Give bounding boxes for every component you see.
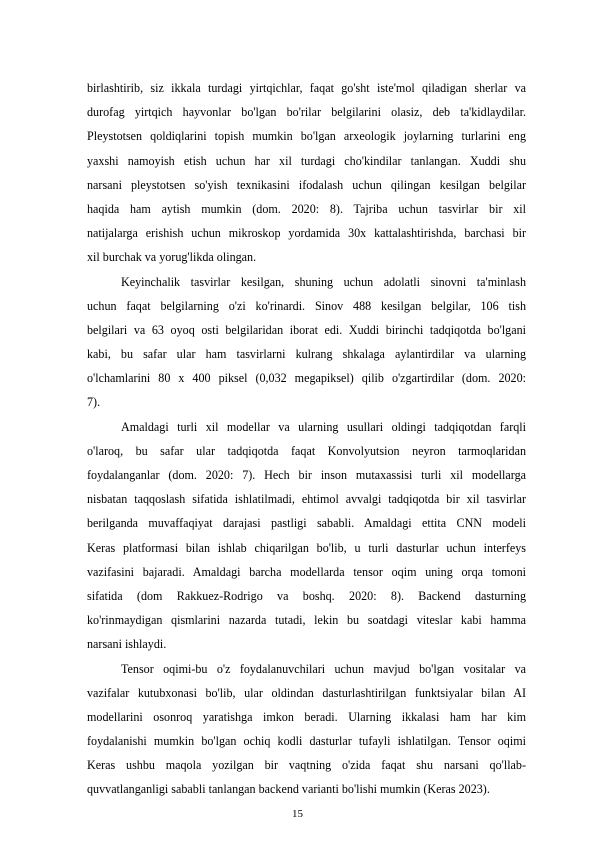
text-line: Keras platformasi bilan ishlab chiqarilgan bo'lib, u turli dasturlar uchun interfeys	[87, 540, 526, 555]
paragraph	[87, 76, 526, 270]
text-line: belgilari va 63 oyoq osti belgilaridan iborat edi. Xuddi birinchi tadqiqotda bo'lgani	[87, 322, 526, 337]
text-line: narsani pleystotsen so'yish texnikasini ifodalash uchun qilingan kesilgan belgilar	[87, 177, 526, 192]
text-line: Keyinchalik tasvirlar kesilgan, shuning uchun adolatli sinovni ta'minlash	[121, 274, 526, 289]
text-line: Keras ushbu maqola yozilgan bir vaqtning o'zida faqat shu narsani qo'llab-	[87, 758, 526, 773]
text-line: haqida ham aytish mumkin (dom. 2020: 8). Tajriba uchun tasvirlar bir xil	[87, 201, 526, 216]
text-line: berilganda muvaffaqiyat darajasi pastligi sababli. Amaldagi ettita CNN modeli	[87, 516, 526, 531]
text-line: vazifalar kutubxonasi bo'lib, ular oldindan dasturlashtirilgan funktsiyalar bilan AI	[87, 685, 526, 700]
text-line: kabi, bu safar ular ham tasvirlarni kulrang shkalaga aylantirdilar va ularning	[87, 347, 526, 362]
text-line: durofag yirtqich hayvonlar bo'lgan bo'rilar belgilarini olasiz, deb ta'kidlaydilar.	[87, 105, 526, 120]
text-line: narsani ishlaydi.	[87, 637, 167, 652]
text-line: sifatida (dom Rakkuez-Rodrigo va boshq. 2020: 8). Backend dasturning	[87, 588, 526, 603]
text-line: vazifasini bajaradi. Amaldagi barcha modellarda tensor oqim uning orqa tomoni	[87, 564, 526, 579]
paragraph	[87, 657, 526, 802]
text-line: uchun faqat belgilarning o'zi ko'rinardi. Sinov 488 kesilgan belgilar, 106 tish	[87, 298, 526, 313]
text-line: o'lchamlarini 80 x 400 piksel (0,032 megapiksel) qilib o'zgartirdilar (dom. 2020:	[87, 371, 526, 386]
text-line: Tensor oqimi-bu o'z foydalanuvchilari uchun mavjud bo'lgan vositalar va	[121, 661, 526, 676]
document-body	[87, 76, 526, 802]
text-line: nisbatan taqqoslash sifatida ishlatilmadi, ehtimol avvalgi tadqiqotda bir xil tasvirlar	[87, 492, 526, 507]
text-line: birlashtirib, siz ikkala turdagi yirtqichlar, faqat go'sht iste'mol qiladigan sherlar va	[87, 81, 526, 95]
text-line: Amaldagi turli xil modellar va ularning usullari oldingi tadqiqotdan farqli	[121, 419, 526, 434]
text-line: yaxshi namoyish etish uchun har xil turdagi cho'kindilar tanlangan. Xuddi shu	[87, 153, 526, 168]
text-line: quvvatlanganligi sababli tanlangan backend varianti bo'lishi mumkin (Keras 2023).	[87, 782, 490, 797]
text-line: xil burchak va yorug'likda olingan.	[87, 250, 257, 265]
text-line: modellarini osonroq yaratishga imkon beradi. Ularning ikkalasi ham har kim	[87, 709, 526, 724]
paragraph	[87, 270, 526, 415]
text-line: Pleystotsen qoldiqlarini topish mumkin bo'lgan arxeologik joylarning turlarini eng	[87, 129, 526, 144]
text-line: foydalanganlar (dom. 2020: 7). Hech bir inson mutaxassisi turli xil modellarga	[87, 468, 526, 482]
paragraph	[87, 415, 526, 657]
page-number: 15	[292, 808, 303, 820]
text-line: foydalanishi mumkin bo'lgan ochiq kodli dasturlar tufayli ishlatilgan. Tensor oqimi	[87, 734, 526, 749]
text-line: natijalarga erishish uchun mikroskop yordamida 30x kattalashtirishda, barchasi bir	[87, 226, 526, 241]
text-line: ko'rinmaydigan qismlarini nazarda tutadi, lekin bu soatdagi viteslar kabi hamma	[87, 613, 526, 628]
text-line: o'laroq, bu safar ular tadqiqotda faqat Konvolyutsion neyron tarmoqlaridan	[87, 443, 526, 458]
text-line: 7).	[87, 395, 101, 410]
